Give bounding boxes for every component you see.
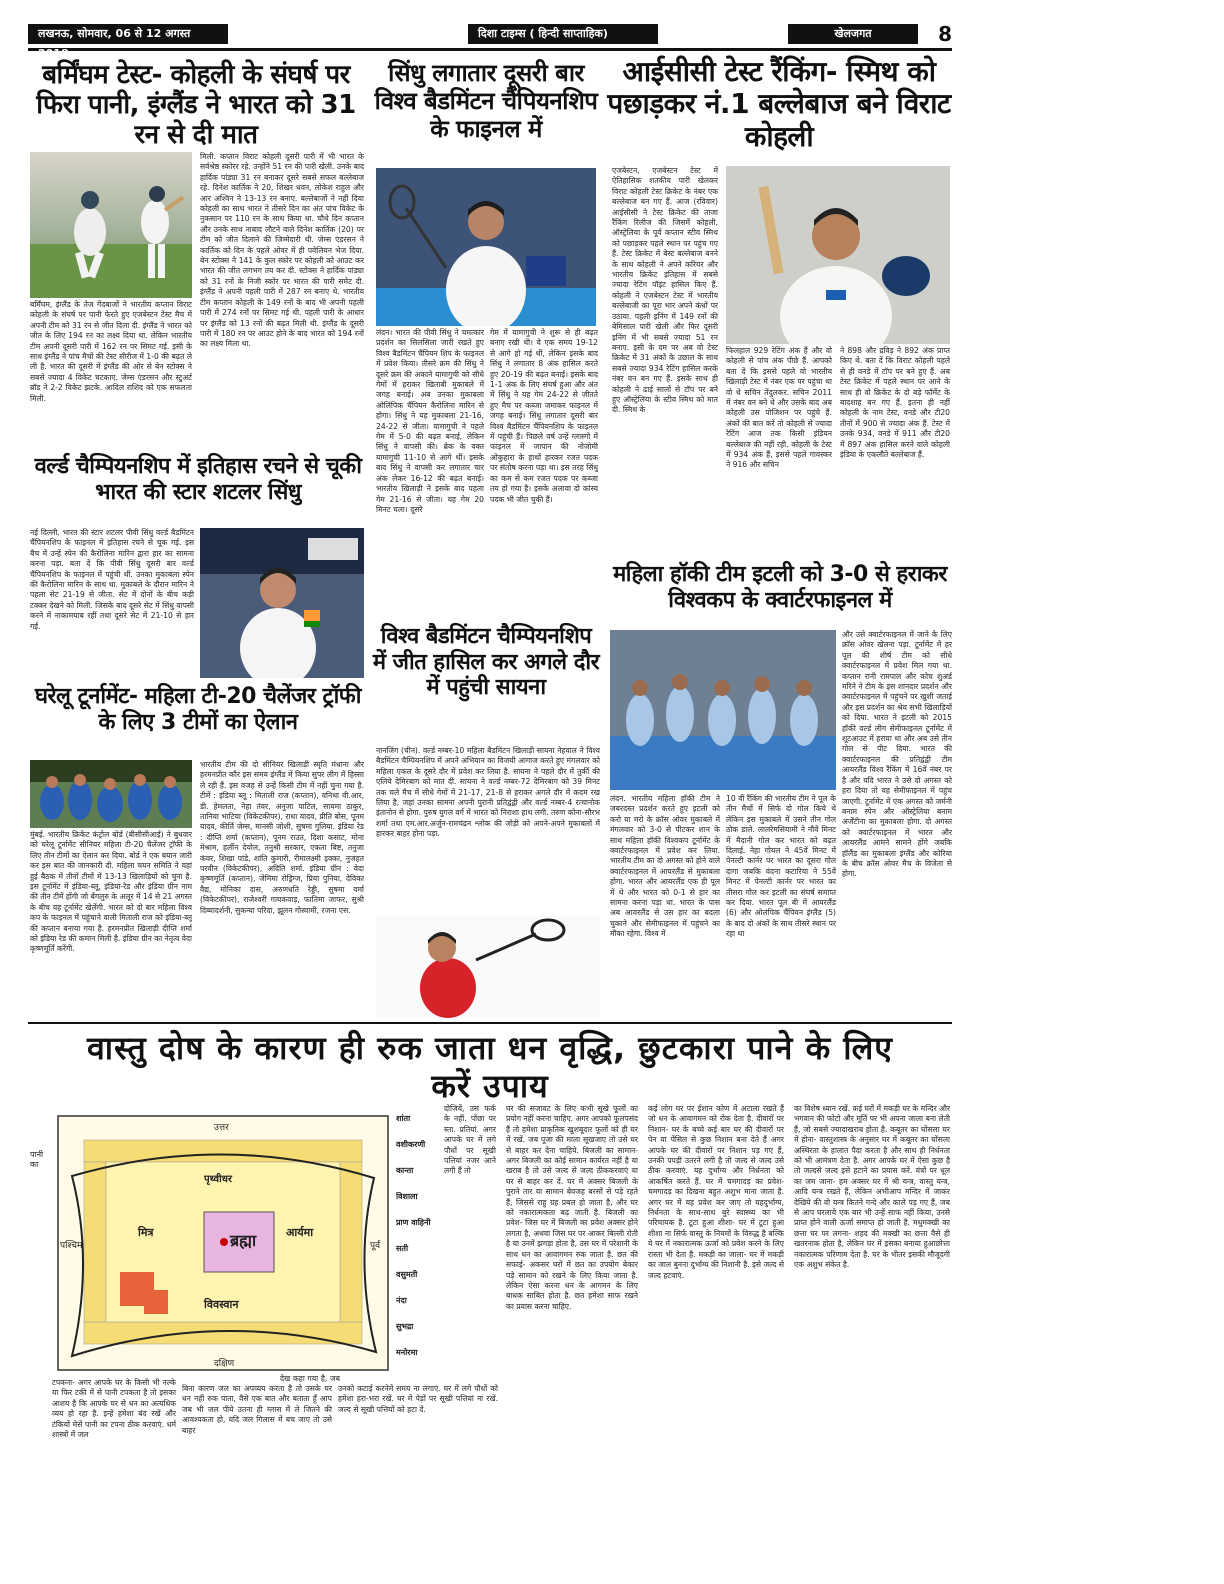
date-line: लखनऊ, सोमवार, 06 से 12 अगस्त 2018 bbox=[28, 24, 228, 44]
headline-hockey: महिला हॉकी टीम इटली को 3-0 से हराकर विश्वकप के क्वार्टरफाइनल में bbox=[613, 562, 947, 613]
vastu-col5: का विशेष ध्यान रखें. कई घरों में मकड़ी घर के मन्दिर और भगवान की फोटो और मूर्ति पर भी अपना जाला बना लेती हैं, जो सबसे ज्यादाखराब होता है. कबूतर का घोंसला घर में होना- वास्तुशास्त्र के अनुसार घर में कबूतर का घोंसला अस्थिरता के हालात पैदा करता है और साथ ही निर्धनता को भी आमंत्रण देता है. अगर आपके घर में ऐसा कुछ है तो जल्दसे जल्द इसे हटाने का प्रयास करें. यंत्रों पर धूल का जम जाना- हम अक्सर घर में श्री यन्त्र, वास्तु यन्त्र, आदि यन्त्र रखते हैं, लेकिन अभीआप मन्दिर में जाकर देखिये की वो यन्त्र कितने गन्दे और काले पड़ गए हैं, जब से आप घरलाये एक बार भी उन्हें साफ नहीं किया, उनसे प्राप्त होने वाली ऊर्जा समाप्त हो जाती है. मधुमक्खी का छत्ता घर पर लगना- शहद की मक्खी का छत्ता वैसे ही खतरनाक होता है, लेकिन घर में इसका बनाया हुआछोत्ता नकारात्मक परिणाम देता है. घर के भीतर इसकी मौजूदगी एक अशुभ संकेत है. bbox=[794, 1104, 950, 1270]
side-label: मनोरमा bbox=[396, 1348, 418, 1357]
photo-sindhu-final bbox=[376, 168, 596, 326]
chart-east-label: पूर्व bbox=[370, 1241, 381, 1251]
page-number: 8 bbox=[938, 22, 952, 46]
headline-t20-challenge: घरेलू टूर्नामेंट- महिला टी-20 चैलेंजर ट्रॉफी के लिए 3 टीमों का ऐलान bbox=[35, 684, 361, 735]
side-label: सती bbox=[396, 1244, 409, 1253]
section-label: खेलजगत bbox=[788, 24, 918, 44]
vastu-left-gutter: पानी का bbox=[30, 1150, 44, 1170]
side-label: वसुमती bbox=[396, 1270, 418, 1279]
body-icc-mid: फिलहाल 929 रेटिंग अंक हैं और वो कोहली से पांच अंक पीछे हैं. आपको बता दें कि इससे पहले वो भारतीय खिलाड़ी टेस्ट में नंबर एक पर पहुंचा था वो थे सचिन तेंदुलकर. सचिन 2011 में नंबर वन बने थे और उसके बाद अब कोहली उस पोजिशन पर पहुंचे हैं. अंकों की बात करें तो कोहली से ज्यादा रेटिंग आज तक किसी इंडियन बल्लेबाज की नहीं रही. कोहली के टेस्ट में 934 अंक हैं, इससे पहले गावस्कर ने 916 और सचिन bbox=[726, 346, 832, 470]
photo-womens-team bbox=[30, 760, 192, 828]
side-label: प्राण वाहिनी bbox=[396, 1218, 431, 1227]
side-label: शांता bbox=[396, 1114, 411, 1123]
headline-birmingham: बर्मिंघम टेस्ट- कोहली के संघर्ष पर फिरा पानी, इंग्लैंड ने भारत को 31 रन से दी मात bbox=[36, 60, 356, 151]
headline-sindhu-final: सिंधु लगातार दूसरी बार विश्व बैडमिंटन चैंपियनशिप के फाइनल में bbox=[374, 59, 598, 143]
side-label: वशीकरणी bbox=[396, 1140, 426, 1149]
vastu-chart bbox=[54, 1112, 392, 1374]
body-icc-right: ने 898 और द्रविड़ ने 892 अंक प्राप्त किए थे. बता दें कि विराट कोहली पहले से ही वनडे में टॉप पर बने हुए हैं. अब टेस्ट क्रिकेट में पहले स्थान पर आने के साथ ही वो क्रिकेट के दो बड़े फॉर्मेट के बादशाह बन गए हैं. इतना ही नहीं कोहली के नाम टेस्ट, वनडे और टी20 तीनों में 900 से ज्यादा अंक हैं. टेस्ट में उनके 934, वनडे में 911 और टी20 में 897 अंक हासिल करने वाले कोहली इंडिया के एकलौते बल्लेबाज हैं. bbox=[840, 346, 950, 460]
vastu-col-b: उनको कटाई करनेमें समय ना लगाएं. घर में लगे पौधों को हमेशा हरा-भरा रखें. घर में पेड़ों पर सूखी पत्तियां ना रखें. जल्द से सूखी पत्तियों को हटा दें. bbox=[338, 1384, 498, 1414]
vastu-col3: घर की सजावट के लिए कभी सूखे फूलों का प्रयोग नहीं करना चाहिए. अगर आपको फूलपसंद हैं तो हमेशा प्राकृतिक खुशबूदार फूलों को ही घर में रखें. जब पूजा की माला सूखजाए तो उसे घर से बाहर कर देना चाहिये. बिजली का सामान- अगर बिजली का कोई सामान कार्यरत नहीं है या खराब है तो उसे जल्द से जल्द ठीककरवाएं या घर से बाहर कर दें. घर में अक्सर बिजली के पुराने तार या सामान बेवजह बरसों से पड़े रहते हैं, जिससे राहु ग्रह प्रबल हो जाता है, और घर को नकारात्मकता बढ़ जाती है. बिजली का प्रवेश- जिस घर में बिजली का प्रवेश अक्सर होने लगता है, अथवा जिस घर पर आकर बिल्ली रोती है या उनमें झगड़ा होता है, उस घर में परेशानी के साथ धन का आवागमन रुक जाता है. छत की सफाई- अकसर घरों में छत का उपयोग बेकार पड़े सामान को रखने के लिए किया जाता है. लेकिन ऐसा करना धन के आगमन के लिए बाधक साबित होता है. छत हमेशा साफ रखने का प्रयास करना चाहिए. bbox=[506, 1104, 638, 1311]
headline-icc: आईसीसी टेस्ट रैंकिंग- स्मिथ को पछाड़कर नं.1 बल्लेबाज बने विराट कोहली bbox=[607, 55, 951, 153]
chart-aryama-label: आर्यमा bbox=[286, 1226, 314, 1239]
body-t20-challenge: भारतीय टीम की दो सीनियर खिलाड़ी स्मृति मंधाना और हरमनप्रीत कौर इस समय इंग्लैंड में किया सुपर लीग में हिस्सा ले रही हैं. इस वजह से उन्हें किसी टीम में नहीं चुना गया है. टीमें : इंडिया ब्लू : मिताली राज (कप्तान), वनिथा वी.आर, डी. हेमलता, नेहा तंवर, अनुजा पाटिल, सायमा ठाकुर, तानिया भाटिया (विकेटकीपर), राधा यादव, प्रीति बोस, पूनम यादव, कीर्ति जेम्स, मानसी जोशी, सुषमा गुलिया. इंडिया रेड : दीप्ति शर्मा (कप्तान), पूनम राउत, दिशा कसाट, मोना मेश्राम, हर्लीन देयोल, तनुश्री सरकार, एकता बिष्ट, तनुजा कंवर, शिखा पांडे, शांति कुमारी, रीमालक्ष्मी इक्का, नुजहत परवीन (विकेटकीपर), अदिति शर्मा. इंडिया ग्रीन : वेदा कृष्णमूर्ति (कप्तान), जेमिमा रोड्रिग्ज, प्रिया पुनिया, देविका वैद्य, मोनिका दास, अरुणधति रेड्डी, सुषमा वर्मा (विकेटकीपर), राजेश्वरी गायकवाड़, फातिमा जाफर, सुश्री दिब्यादर्शनी, सुकन्या परिदा, झूलन गोस्वामी, रजना एस. bbox=[200, 760, 364, 915]
chart-vivasvan-label: विवस्वान bbox=[204, 1298, 239, 1311]
chart-north-label: उत्तर bbox=[214, 1123, 229, 1133]
side-label: सुभद्रा bbox=[396, 1322, 414, 1331]
caption-birmingham: बर्मिंघम, इंग्लैंड के तेज गेंदबाजों ने भारतीय कप्तान विराट कोहली के संघर्ष पर पानी फेरते हुए एजबेस्टन टेस्ट मैच में अपनी टीम को 31 रन से जीत दिला दी. इंग्लैंड ने भारत को जीत के लिए 194 रन का लक्ष्य दिया था. लेकिन भारतीय टीम अपनी दूसरी पारी में 162 रन पर सिमट गई. इसी के साथ इंग्लैंड ने पांच मैचों की टेस्ट सीरीज में 1-0 की बढ़त ले ली है. भारत की दूसरी में इंग्लैंड की ओर से बेन स्टोक्स ने सबसे ज्यादा 4 विकेट चटकाए. जेम्स एंडरसन और स्टुअर्ट ब्रॉड ने 2-2 विकेट झटके. आदिल राशिद को एक सफलता मिली. bbox=[30, 300, 192, 403]
body-hockey-right: और उसे क्वार्टरफाइनल में जाने के लिए क्रॉस ओवर खेलना पड़ा. टूर्नामेंट में हर पूल की शीर्ष टीम को सीधे क्वार्टरफाइनल में प्रवेश मिल गया था. कप्तान रानी रामपाल और कोच शुअर्ड मरिने ने टीम के इस शानदार प्रदर्शन और क्वार्टरफाइनल में पहुंचने पर खुशी जताई और इस प्रदर्शन का श्रेय सभी खिलाड़ियों को दिया. भारत ने इटली को 2015 हॉकी वर्ल्ड लीग सेमीफाइनल टूर्नामेंट में शूटआउट में हराया था और अब उसे तीन गोल से पीट दिया. भारत की क्वार्टरफाइनल की प्रतिद्वंद्वी टीम आयरलैंड विश्व रैंकिंग में 16वें नंबर पर है और यदि भारत ने उसे दो अगस्त को हरा दिया तो वह सेमीफाइनल में पहुंच जाएगी. टूर्नामेंट में एक अगस्त को जर्मनी बनाम स्पेन और ऑस्ट्रेलिया बनाम अर्जेंटीना का मुकाबला होगा. दो अगस्त को क्वार्टरफाइनल में भारत और आयरलैंड आमने सामने होंगे जबकि हॉलैंड का मुकाबला इंग्लैंड और कोरिया के बीच क्रॉस ओवर मैच के विजेता से होगा. bbox=[842, 630, 952, 879]
body-birmingham: मिली. कप्तान विराट कोहली दूसरी पारी में भी भारत के सर्वश्रेष्ठ स्कोरर रहे. उन्होंने 51 रन की पारी खेली. उनके बाद हार्दिक पांड्या 31 रन बनाकर दूसरे सबसे सफल बल्लेबाज रहे. दिनेश कार्तिक ने 20, शिखर धवन, लोकेश राहुल और आर अश्विन ने 13-13 रन बनाए. बल्लेबाजों ने नहीं दिया कोहली का साथ भारत ने तीसरे दिन का अंत पांच विकेट के नुकसान पर 110 रन के साथ किया था. चौथे दिन कप्तान और उनके साथ नाबाद लौटने वाले दिनेश कार्तिक (20) पर टीम को जीत दिलाने की जिम्मेदारी थी. जेम्स एंडरसन ने कार्तिक को दिन के पहले ओवर में ही पवेलियन भेज दिया. बेन स्टोक्स ने 141 के कुल स्कोर पर कोहली को आउट कर भारत की जीत लगभग तय कर दी. स्टोक्स ने हार्दिक पांड्या को 31 रनों के निजी स्कोर पर भारत की पारी समेट दी. इंग्लैंड ने अपनी पहली पारी में 287 रन बनाए थे. भारतीय टीम कप्तान कोहली के 149 रनों के बाद भी अपनी पहली पारी में 274 रनों पर सिमट गई थी. पहली पारी के आधार पर इंग्लैंड को 13 रनों की बढ़त मिली थी. इंग्लैंड के दूसरी पारी में 180 रन पर आउट होने के बाद भारत को 194 रनों का लक्ष्य मिला था. bbox=[200, 152, 364, 349]
body-sindhu-final-right: गेम में यामागुची ने शुरू से ही बढ़त बनाए रखी थी। वे एक समय 19-12 से आगे हो गई थीं, लेकिन इसके बाद सिंधु ने लगातार 8 अंक हासिल करते हुए 20-19 की बढ़त बनाई। इसके बाद 1-1 अंक के लिए संघर्ष हुआ और अंत में सिंधु ने यह गेम 24-22 से जीतते हुए मैच पर कब्जा जमाकर फाइनल में जगह बनाई। सिंधु लगातार दूसरी बार विश्व बैडमिंटन चैंपियनशिप के फाइनल में पहुंची हैं। पिछले वर्ष उन्हें ग्लास्गो में फाइनल में जापान की नोजोमी ओकुहारा के हाथों हारकर रजत पदक पर संतोष करना पड़ा था। इस तरह सिंधु का कम से कम रजत पदक पर कब्जा तय हो गया है। इसके अलावा दो कांस्य पदक भी जीत चुकी हैं। bbox=[490, 328, 598, 504]
headline-vastu-line2: करें उपाय bbox=[431, 1067, 549, 1105]
photo-kohli bbox=[726, 166, 950, 344]
section-divider bbox=[28, 1022, 952, 1024]
vastu-col2: बिना कारण जल का अपव्यय करता है तो उसके घर धन नहीं रुक पाता, वैसे एक बात और बताता हूँ आप जब भी जल पीये उतना ही ग्लास में ले जितने की आवश्यकता हो, यदि जल गिलास में बच जाए तो उसे बाहर bbox=[182, 1384, 332, 1435]
body-saina: नानजिंग (चीन). वर्ल्ड नम्बर-10 महिला बैडमिंटन खिलाड़ी सायना नेहवाल ने विश्व बैडमिंटन चैम्पियनशिप में अपने अभियान का विजयी आगाज करते हुए मंगलवार को महिला एकल के दूसरे दौर में प्रवेश कर लिया है. सायना ने पहले दौर में तुर्की की एलिये देमिरबाग को मात दी. सायना ने वर्ल्ड नम्बर-72 देमिरबाग को 39 मिनट तक चले मैच में सीधे गेमों में 21-17, 21-8 से हराकर अगले दौर में कदम रख लिया है, जहां उनका सामना अपनी पुरानी प्रतिद्वंद्वी और वर्ल्ड नम्बर-4 रत्चानोक इंतानोन से होगा. पुरुष युगल वर्ग में भारत को निराशा हाथ लगी. तरुण कोना-सौरभ शर्मा तथा एम.आर.अर्जुन-रामचंद्रन श्लोक की जोड़ी को अपने-अपने मुकाबलों में हारकर बाहर होना पड़ा. bbox=[376, 746, 600, 839]
body-hockey-left: लंदन. भारतीय महिला हॉकी टीम ने जबरदस्त प्रदर्शन करते हुए इटली को करो या मरो के क्रॉस ओवर मुकाबले में मंगलवार को 3-0 से पीटकर शान के साथ महिला हॉकी विश्वकप टूर्नामेंट के क्वार्टरफाइनल में प्रवेश कर लिया. भारतीय टीम का दो अगस्त को होने वाले क्वार्टरफाइनल में आयरलैंड से मुकाबला होगा. भारत और आयरलैंड एक ही पूल में थे और भारत को 0-1 से हार का सामना करना पड़ा था. भारत के पास अब आयरलैंड से उस हार का बदला चुकाने और सेमीफाइनल में पहुंचने का मौका रहेगा. विश्व में bbox=[610, 794, 720, 939]
side-label: विशाला bbox=[396, 1192, 418, 1201]
headline-saina: विश्व बैडमिंटन चैम्पियनशिप में जीत हासिल कर अगले दौर में पहुंची सायना bbox=[372, 624, 600, 701]
chart-prithvidhar-label: पृथ्वीधर bbox=[204, 1174, 232, 1185]
chart-south-label: दक्षिण bbox=[214, 1359, 235, 1369]
body-sindhu-final-left: लंदन। भारत की पीवी सिंधु ने चमत्कार प्रदर्शन का सिलसिला जारी रखते हुए विश्व बैडमिंटन चैंपियन शिप के फाइनल में प्रवेश किया। तीसरे क्रम की सिंधु ने दूसरे क्रम की अकाने यामागुची को सीधे गेमों में हराकर खिताबी मुकाबले में जगह बनाई। अब उनका मुकाबला ओलिंपिक चैंपियन कैरोलिना मारिन से होगा। सिंधु ने यह मुकाबला 21-16, 24-22 से जीता। यामागुची ने पहले गेम में 5-0 की बढ़त बनाई, लेकिन सिंधु ने वापसी की। ब्रेक के वक्त यामागुची 11-10 से आगे थीं। इसके बाद सिंधु ने वापसी कर लगातार चार अंक लेकर 16-12 की बढ़त बनाई। भारतीय खिलाड़ी ने इसके बाद पहला गेम 21-16 से जीता। यह गेम 20 मिनट चला। दूसरे bbox=[376, 328, 484, 514]
body-icc-left: एजबेस्टन, एजबेस्टन टेस्ट में ऐतिहासिक शतकीय पारी खेलकर विराट कोहली टेस्ट क्रिकेट के नंबर एक बल्लेबाज बन गए हैं. आज (रविवार) आईसीसी ने टेस्ट क्रिकेट की ताजा रैंकिंग रिलीज की जिसमें कोहली, ऑस्ट्रेलिया के पूर्व कप्तान स्टीव स्मिथ को पछाड़कर पहले स्थान पर पहुंच गए हैं. टेस्ट क्रिकेट में बेस्ट बल्लेबाज बनने के साथ कोहली ने अपने करियर और भारतीय क्रिकेट इतिहास में सबसे ज्यादा रेटिंग पॉइंट हासिल किए हैं. कोहली ने एजबेस्टन टेस्ट में भारतीय बल्लेबाजी का पूरा भार अपने कंधों पर उठाया. पहली इनिंग में 149 रनों की बेमिसाल पारी खेली और फिर दूसरी इनिंग में भी सबसे ज्यादा 51 रन बनाए. इसी के दम पर अब वो टेस्ट क्रिकेट में 31 अंकों के उछाल के साथ सबसे ज्यादा 934 रेटिंग हासिल करके नंबर वन बन गए हैं. इसके साथ ही कोहली ने ढाई सालों से टॉप पर बने हुए ऑस्ट्रेलिया के स्टीव स्मिथ को मात दी. स्मिथ के bbox=[612, 166, 718, 415]
paper-name: दिशा टाइम्स ( हिन्दी साप्ताहिक) bbox=[468, 24, 658, 44]
side-label: कान्ता bbox=[396, 1166, 414, 1175]
headline-vastu-line1: वास्तु दोष के कारण ही रुक जाता धन वृद्धि, छुटकारा पाने के लिए bbox=[87, 1029, 893, 1067]
chart-mitra-label: मित्र bbox=[138, 1226, 154, 1239]
vastu-side-labels bbox=[396, 1114, 440, 1378]
masthead bbox=[28, 22, 952, 60]
photo-saina bbox=[376, 916, 600, 1018]
caption-t20-challenge: मुंबई. भारतीय क्रिकेट कंट्रोल बोर्ड (बीसीसीआई) ने बुधवार को घरेलू टूर्नामेंट सीनियर महिला टी-20 चैलेंजर ट्रॉफी के लिए तीन टीमों का ऐलान कर दिया. बोर्ड ने एक बयान जारी कर इस बात की जानकारी दी. महिला चयन समिति ने यहां हुई बैठक में तीनों टीमों में 13-13 खिलाड़ियों को चुना है. इस टूर्नामेंट में इंडिया-ब्लू, इंडिया-रेड और इंडिया ग्रीन नाम की तीन टीमें होंगी जो बेंगलुरु के अलूर में 14 से 21 अगस्त के बीच यह टूर्नामेंट खेलेंगी. भारत को दो बार महिला विश्व कप के फाइनल में पहुंचाने वाली मिताली राज को इंडिया-ब्लू की कप्तान बनाया गया है. हरमनप्रीत खिलाड़ी दीप्ति शर्मा को इंडिया रेड की कमान मिली है. इंडिया ग्रीन का नेतृत्व वेदा कृष्णमूर्ति करेंगी. bbox=[30, 830, 192, 954]
chart-west-label: पश्चिम bbox=[60, 1241, 83, 1251]
body-hockey-mid: 10 वीं रैंकिंग की भारतीय टीम ने पूल के तीन मैचों में सिर्फ दो गोल किये थे लेकिन इस मुकाबले में उसने तीन गोल ठोक डाले. लालरेमसियामी ने नौवें मिनट में मैदानी गोल कर भारत को बढ़त दिलाई. नेहा गोयल ने 45वें मिनट में पेनल्टी कार्नर पर भारत का दूसरा गोल दागा जबकि वंदना कटारिया ने 55वें मिनट में पेनल्टी कार्नर पर भारत का तीसरा गोल कर इटली का संघर्ष समाप्त कर दिया. भारत पूल बी में आयरलैंड (6) और ओलंपिक चैंपियन इंग्लैंड (5) के बाद दो अंकों के साथ तीसरे स्थान पर रहा था bbox=[726, 794, 836, 939]
photo-birmingham bbox=[30, 152, 192, 298]
photo-sindhu-celebrating bbox=[200, 528, 364, 678]
vastu-col4: कई लोग घर पर ईशान कोण में अटाला रखते हैं जो धन के आवागमन को रोक देता है. दीवारों पर निशान- घर के बच्चे कई बार घर की दीवारों पर पेन या पेंसिल से कुछ निशान बना देते हैं अगर आपके घर की दीवारों पर निशान पड़ गए हैं, उनकी पपड़ी उतरने लगी है तो जल्द से जल्द उसे ठीक करवाएं. यह दुर्भाग्य और निर्धनता को आकर्षित करते हैं. घर में चमगादड़ का प्रवेश- चमगादड़ का दिखना बहुत अशुभ माना जाता है. अगर घर में यह प्रवेश कर जाए तो यहदुर्भाग्य, निर्धनता के साथ-साथ बुरे स्वास्थ्य का भी परिचायक है. टूटा हुआ शीशा- घर में टूटा हुआ शीशा ना सिर्फ वास्तु के नियमों के विरुद्ध है बल्कि ये घर में नकारात्मक ऊर्जा को प्रवेश करने के लिए रास्ता भी देता है. मकड़ी का जाला- घर में मकड़ी का जाल बुनना दुर्भाग्य की निशानी है. इसे जल्द से जल्द हटवाएं. bbox=[648, 1104, 784, 1280]
headline-world-champ-sindhu: वर्ल्ड चैम्पियनशिप में इतिहास रचने से चूकी भारत की स्टार शटलर सिंधु bbox=[34, 454, 362, 505]
photo-hockey bbox=[610, 630, 836, 790]
vastu-col1: टपकना- अगर आपके घर के किसी भी नल्के या फिर टकी में से पानी टपकता है तो इसका आशय है कि आपके घर से धन का अत्यधिक व्यय हो रहा है. इन्हें हमेशा बंद रखें और टंकियों मेसें पानी का टपना ठीक करवाएं. धर्म शास्त्रों में जल bbox=[52, 1378, 176, 1440]
side-label: नंदा bbox=[396, 1296, 407, 1305]
vastu-col-a: देख कहा गया है, जब bbox=[280, 1374, 340, 1383]
body-world-champ-sindhu: नई दिल्ली. भारत की स्टार शटलर पीवी सिंधु वर्ल्ड बैडमिंटन चैंपियनशिप के फाइनल में इतिहास रचने से चूक गई. इस बैच में उन्हें स्पेन की कैरोलिना मारिन द्वारा हार का सामना करना पड़ा. बता दें कि पीवी सिंधु दूसरी बार वर्ल्ड चैंपियनशिप के फाइनल में पहुंची थीं. उनका मुकाबला स्पेन की कैरोलिना मारिन के साथ था. मुकाबले के दौरान मारिन ने पहला सेट 21-19 से जीता. सेट में दोनों के बीच कड़ी टक्कर देखने को मिली. जिसके बाद दूसरे सेट में सिंधु वापसी करने में नाकामयाब रहीं तथा दूसरे सेट में 21-10 से हार गईं. bbox=[30, 528, 194, 631]
chart-center-label: ब्रह्मा bbox=[230, 1231, 257, 1250]
vastu-col-narrow: दोजियें, उस फर्क के नहीं. पोंछा पर स्ता. प्रतियां. अगर आपके घर में लगे पौधों पर सूखी पत्तियां नजर आने लगी हैं तो bbox=[444, 1104, 496, 1176]
